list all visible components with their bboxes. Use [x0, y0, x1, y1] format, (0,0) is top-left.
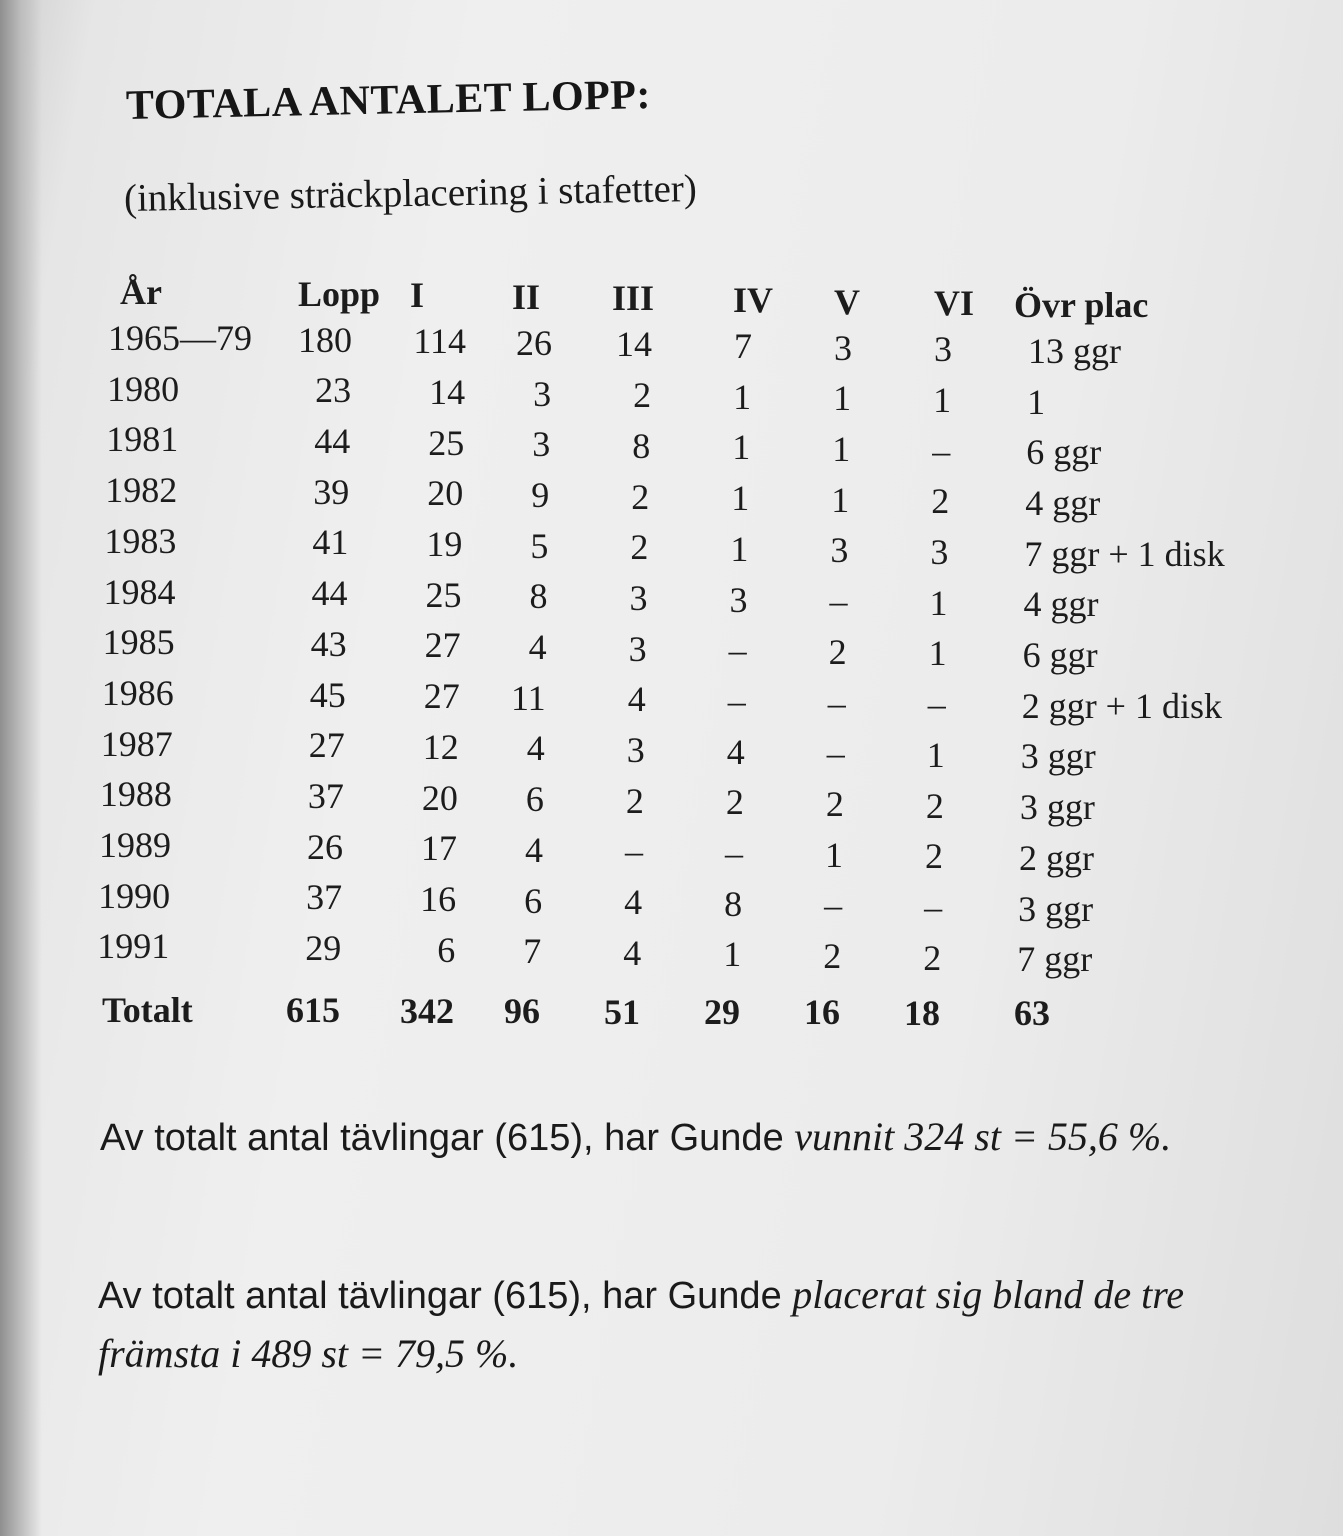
- table-cell: 37: [306, 877, 343, 918]
- table-totals-cell: 51: [604, 991, 640, 1032]
- table-cell: 3: [729, 579, 748, 620]
- table-cell: 4: [526, 728, 545, 769]
- table-cell: 1: [926, 734, 945, 775]
- table-row-year: 1988: [99, 774, 172, 815]
- table-cell: 180: [298, 319, 352, 360]
- table-cell: 19: [426, 524, 463, 564]
- table-header-cell: År: [120, 272, 162, 312]
- table-row-year: 1982: [105, 470, 178, 511]
- table-cell: 114: [413, 321, 466, 362]
- table-cell: 3: [533, 373, 552, 414]
- table-cell: 45: [309, 674, 346, 715]
- table-cell: 41: [312, 522, 349, 563]
- table-cell: 1: [731, 478, 750, 519]
- table-cell: 37: [307, 775, 344, 816]
- table-cell: 17: [421, 828, 457, 869]
- table-cell: 1: [831, 479, 850, 520]
- table-cell: 4: [528, 627, 547, 667]
- table-cell: 27: [424, 625, 461, 666]
- table-cell: 7: [734, 326, 752, 366]
- table-cell: 6: [437, 929, 456, 970]
- table-cell: 2: [825, 783, 844, 824]
- table-header-cell: VI: [934, 283, 975, 324]
- table-cell: 2: [925, 836, 943, 877]
- table-totals-cell: Totalt: [102, 990, 193, 1030]
- table-header-cell: I: [410, 275, 425, 316]
- table-cell: –: [727, 680, 746, 721]
- table-cell: 1: [733, 376, 752, 417]
- table-header-cell: Lopp: [298, 273, 381, 314]
- table-cell: 4 ggr: [1023, 584, 1099, 625]
- table-cell: 23: [315, 370, 352, 411]
- table-row-year: 1965—79: [108, 318, 252, 358]
- table-cell: 2: [630, 527, 649, 568]
- table-cell: –: [824, 885, 843, 926]
- wins-paragraph: [100, 1108, 1280, 1167]
- table-totals-cell: 615: [286, 990, 340, 1031]
- table-cell: –: [829, 581, 848, 622]
- table-header-cell: Övr plac: [1014, 284, 1149, 325]
- table-cell: 1: [730, 528, 749, 569]
- table-cell: 43: [310, 623, 347, 664]
- table-cell: –: [826, 733, 845, 774]
- table-cell: 4: [623, 932, 642, 973]
- table-cell: 8: [632, 425, 651, 466]
- table-row-year: 1989: [99, 825, 171, 865]
- table-cell: –: [725, 833, 743, 873]
- table-cell: 25: [428, 422, 465, 463]
- table-row-year: 1984: [103, 571, 176, 612]
- table-cell: 1: [929, 582, 948, 623]
- table-cell: 2: [931, 481, 950, 522]
- table-header-cell: V: [834, 281, 860, 322]
- table-cell: 6: [525, 779, 544, 820]
- table-cell: 2: [625, 780, 644, 821]
- table-cell: 7 ggr + 1 disk: [1024, 533, 1225, 574]
- table-totals-cell: 29: [704, 992, 740, 1032]
- table-cell: 2 ggr + 1 disk: [1021, 685, 1222, 726]
- table-cell: 20: [421, 777, 458, 818]
- table-cell: 4: [726, 731, 745, 772]
- table-row-year: 1991: [97, 926, 170, 967]
- podium-paragraph-text: Av totalt antal tävlingar (615), har Gunde: [98, 1275, 793, 1317]
- table-cell: 11: [511, 677, 546, 718]
- table-cell: 3: [626, 730, 645, 770]
- table-cell: 1: [832, 429, 851, 469]
- table-totals-cell: 96: [504, 991, 540, 1032]
- table-row-year: 1990: [98, 875, 171, 916]
- table-cell: 14: [616, 324, 652, 365]
- table-cell: 6: [524, 880, 543, 921]
- table-cell: 3: [532, 424, 551, 465]
- table-cell: 1: [933, 379, 952, 420]
- table-cell: 8: [529, 576, 548, 617]
- page-subtitle: (inklusive sträckplacering i stafetter): [123, 167, 698, 220]
- table-cell: 1: [825, 834, 843, 875]
- podium-paragraph: [98, 1266, 1278, 1384]
- table-cell: –: [625, 831, 643, 872]
- table-cell: –: [927, 684, 946, 725]
- table-cell: 4: [525, 829, 543, 870]
- wins-paragraph-text: Av totalt antal tävlingar (615), har Gunde: [100, 1117, 795, 1159]
- table-cell: –: [728, 630, 747, 671]
- table-cell: –: [932, 430, 951, 471]
- table-cell: 1: [723, 934, 742, 975]
- wins-paragraph-emphasis: vunnit 324 st = 55,6 %.: [794, 1114, 1172, 1159]
- table-cell: 1: [1027, 381, 1046, 422]
- table-cell: 4: [627, 679, 646, 720]
- table-row-year: 1985: [102, 622, 175, 663]
- table-cell: 3: [830, 530, 849, 571]
- table-cell: 2: [725, 782, 744, 823]
- table-cell: 1: [833, 378, 852, 419]
- table-cell: 25: [425, 574, 462, 615]
- page-title: TOTALA ANTALET LOPP:: [125, 72, 652, 129]
- table-cell: 8: [724, 883, 743, 924]
- table-cell: 2: [925, 785, 944, 826]
- podium-paragraph-emphasis: placerat sig bland de tre främsta i 489 st = 79,5 %.: [98, 1272, 1185, 1376]
- table-cell: 3: [628, 628, 647, 669]
- table-row-year: 1980: [107, 368, 180, 409]
- table-cell: 29: [305, 928, 342, 968]
- table-cell: 1: [928, 633, 947, 674]
- table-cell: 3: [930, 532, 949, 572]
- table-cell: 4: [624, 882, 643, 923]
- table-header-cell: IV: [733, 280, 774, 320]
- table-row-year: 1987: [100, 723, 173, 764]
- table-header-cell: III: [612, 278, 655, 319]
- table-totals-cell: 63: [1014, 993, 1050, 1034]
- table-cell: 26: [307, 826, 343, 867]
- table-cell: 26: [516, 322, 552, 363]
- table-cell: 3: [834, 327, 852, 368]
- table-cell: 4 ggr: [1025, 482, 1101, 523]
- table-cell: 2: [828, 631, 847, 672]
- table-cell: 5: [530, 525, 549, 566]
- table-cell: 39: [313, 471, 350, 512]
- table-totals-cell: 16: [804, 992, 840, 1033]
- table-cell: 2: [823, 936, 842, 976]
- table-cell: 16: [420, 878, 457, 919]
- table-cell: 6 ggr: [1026, 432, 1102, 473]
- table-cell: 3: [934, 329, 952, 370]
- table-cell: 2: [633, 375, 652, 416]
- table-cell: –: [827, 682, 846, 723]
- table-cell: 12: [422, 726, 459, 767]
- table-cell: 2: [923, 937, 942, 978]
- table-cell: 2: [631, 476, 650, 517]
- table-cell: 27: [423, 676, 460, 717]
- table-cell: 20: [427, 473, 464, 514]
- table-cell: 3 ggr: [1018, 888, 1094, 929]
- table-row-year: 1981: [106, 419, 179, 460]
- table-cell: 14: [429, 371, 466, 412]
- table-row-year: 1983: [104, 520, 177, 561]
- table-cell: 3 ggr: [1019, 787, 1095, 828]
- table-cell: 3 ggr: [1020, 736, 1096, 777]
- table-cell: 13 ggr: [1028, 330, 1121, 371]
- table-cell: –: [924, 886, 943, 927]
- table-totals-cell: 18: [904, 992, 940, 1033]
- table-row-year: 1986: [101, 672, 174, 713]
- table-cell: 27: [308, 725, 345, 766]
- table-cell: 1: [732, 427, 751, 468]
- table-cell: 44: [311, 573, 348, 614]
- table-header-cell: II: [512, 276, 541, 317]
- table-cell: 6 ggr: [1022, 635, 1098, 675]
- table-cell: 7 ggr: [1017, 939, 1093, 980]
- table-cell: 3: [629, 577, 648, 618]
- table-cell: 2 ggr: [1019, 837, 1094, 878]
- table-cell: 44: [314, 421, 351, 461]
- table-totals-cell: 342: [400, 990, 454, 1031]
- table-cell: 9: [531, 474, 550, 515]
- table-cell: 7: [523, 931, 542, 972]
